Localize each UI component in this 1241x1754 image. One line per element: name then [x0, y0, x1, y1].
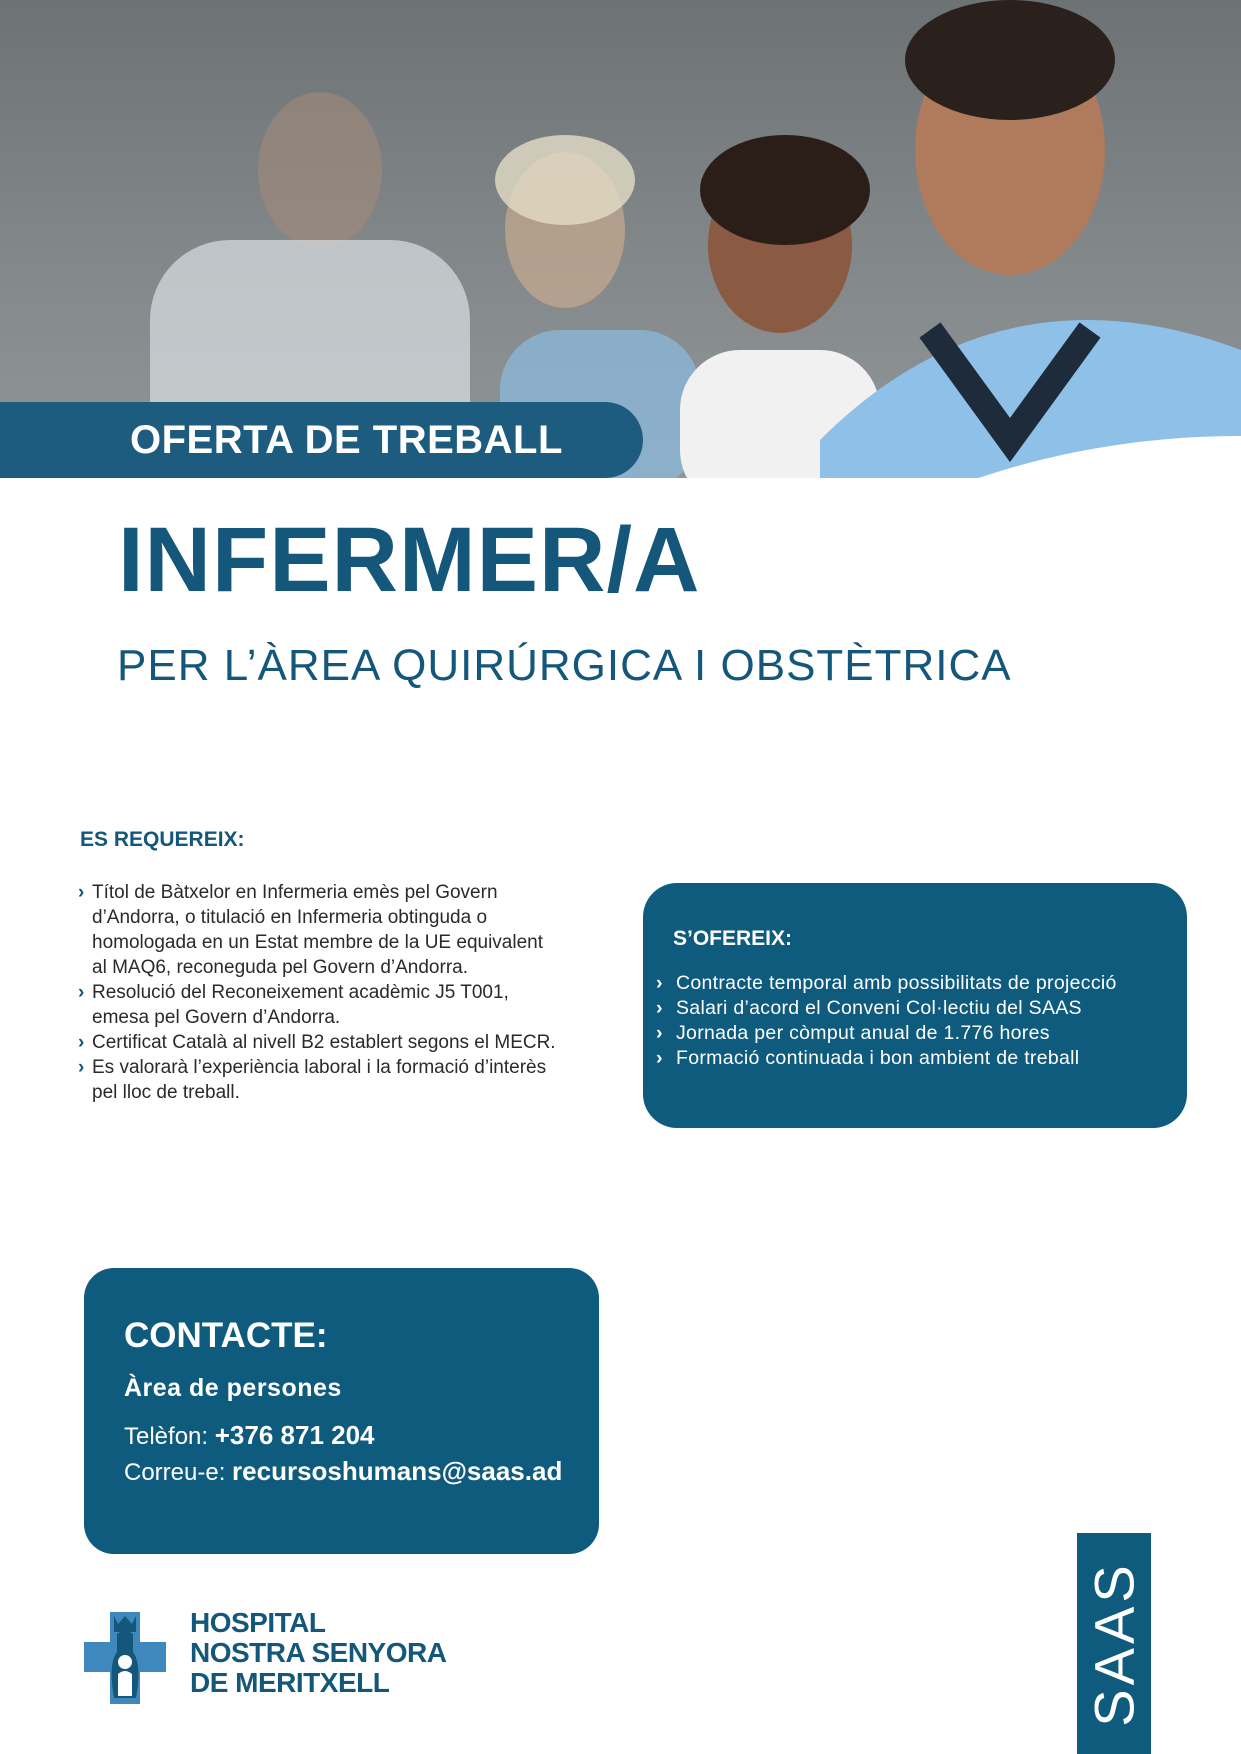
contact-email-line: [124, 1456, 562, 1487]
offer-list: [656, 971, 1117, 1071]
hospital-name: [190, 1608, 446, 1698]
job-title: INFERMER/A: [118, 509, 701, 611]
chevron-right-icon: ›: [78, 1057, 85, 1078]
chevron-right-icon: ›: [78, 882, 85, 903]
list-item: [656, 1021, 1117, 1046]
requirements-list: [78, 880, 558, 1105]
offer-banner: OFERTA DE TREBALL: [0, 402, 643, 478]
chevron-right-icon: ›: [656, 1047, 663, 1069]
chevron-right-icon: ›: [78, 982, 85, 1003]
list-item: [656, 971, 1117, 996]
requirement-text: Es valorarà l’experiència laboral i la formació d’interès pel lloc de treball.: [92, 1057, 547, 1103]
contact-heading: CONTACTE:: [124, 1316, 328, 1355]
contact-box: [84, 1268, 599, 1554]
offer-box: [643, 883, 1187, 1128]
list-item: [656, 1046, 1117, 1071]
offer-heading: S’OFEREIX:: [673, 927, 793, 950]
hospital-name-line1: HOSPITAL: [190, 1607, 326, 1638]
offer-text: Formació continuada i bon ambient de treball: [676, 1047, 1080, 1069]
contact-department: Àrea de persones: [124, 1374, 342, 1402]
chevron-right-icon: ›: [656, 997, 663, 1019]
requirement-text: Certificat Català al nivell B2 establert segons el MECR.: [92, 1032, 556, 1053]
list-item: [78, 880, 558, 980]
hospital-name-line2: NOSTRA SENYORA: [190, 1637, 447, 1668]
hospital-cross-icon: [84, 1612, 166, 1709]
offer-text: Jornada per còmput anual de 1.776 hores: [676, 1022, 1050, 1044]
requirement-text: Resolució del Reconeixement acadèmic J5 T001, emesa pel Govern d’Andorra.: [92, 982, 509, 1028]
offer-text: Salari d’acord el Conveni Col·lectiu del SAAS: [676, 997, 1082, 1019]
list-item: [78, 1030, 558, 1055]
list-item: [78, 1055, 558, 1105]
requirements-heading: ES REQUEREIX:: [80, 828, 245, 851]
requirement-text: Títol de Bàtxelor en Infermeria emès pel Govern d’Andorra, o titulació en Infermeria obtinguda o homologada en un Estat membre de la UE equivalent al MAQ6, reconeguda pel Govern d’Andorra.: [92, 882, 543, 978]
contact-phone-line: [124, 1420, 375, 1451]
phone-number[interactable]: +376 871 204: [214, 1420, 375, 1450]
job-subtitle: PER L’ÀREA QUIRÚRGICA I OBSTÈTRICA: [117, 641, 1012, 690]
list-item: [656, 996, 1117, 1021]
saas-logo: [1077, 1533, 1151, 1754]
email-label: Correu-e:: [124, 1459, 226, 1486]
list-item: [78, 980, 558, 1030]
offer-text: Contracte temporal amb possibilitats de projecció: [676, 972, 1117, 994]
saas-logo-text: SAAS: [1082, 1560, 1146, 1727]
chevron-right-icon: ›: [656, 1022, 663, 1044]
phone-label: Telèfon:: [124, 1423, 209, 1450]
chevron-right-icon: ›: [656, 972, 663, 994]
hospital-name-line3: DE MERITXELL: [190, 1667, 390, 1698]
email-address[interactable]: recursoshumans@saas.ad: [232, 1456, 563, 1486]
chevron-right-icon: ›: [78, 1032, 85, 1053]
